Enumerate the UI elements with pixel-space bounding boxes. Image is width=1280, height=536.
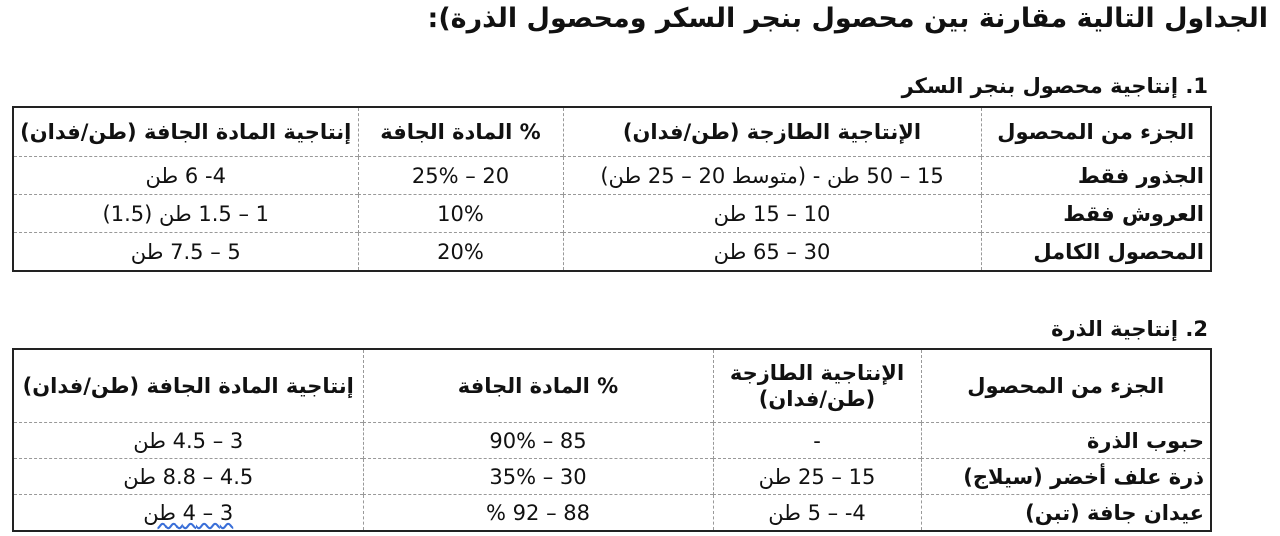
table-cell: 85 – 90% (363, 423, 713, 459)
header-cell: الجزء من المحصول (981, 107, 1211, 157)
table-cell: 20% (358, 233, 563, 272)
row-label: حبوب الذرة (921, 423, 1211, 459)
table-cell: 3 – 4 طن (13, 495, 363, 532)
header-cell: الإنتاجية الطازجة (طن/فدان) (563, 107, 981, 157)
sugar-beet-table (12, 106, 1212, 272)
table-row (13, 495, 1211, 532)
row-label: عيدان جافة (تبن) (921, 495, 1211, 532)
row-label: الجذور فقط (981, 157, 1211, 195)
table-cell: 10 – 15 طن (563, 195, 981, 233)
row-label: المحصول الكامل (981, 233, 1211, 272)
table-cell: 1 – 1.5 طن (1.5) (13, 195, 358, 233)
table-cell: 30 – 35% (363, 459, 713, 495)
row-label: ذرة علف أخضر (سيلاج) (921, 459, 1211, 495)
page-heading: الجداول التالية مقارنة بين محصول بنجر السكر ومحصول الذرة): (427, 3, 1268, 34)
header-cell: الإنتاجية الطازجة (طن/فدان) (713, 349, 921, 423)
table-cell: 4- 6 طن (13, 157, 358, 195)
table-header-row (13, 349, 1211, 423)
header-cell: الجزء من المحصول (921, 349, 1211, 423)
section-title-sugar-beet: 1. إنتاجية محصول بنجر السكر (901, 74, 1208, 98)
table-cell: 20 – 25% (358, 157, 563, 195)
table-cell: 5 – 7.5 طن (13, 233, 358, 272)
table-cell: 15 – 50 طن - (متوسط 20 – 25 طن) (563, 157, 981, 195)
table-row (13, 157, 1211, 195)
table-cell: 88 – 92 % (363, 495, 713, 532)
corn-table (12, 348, 1212, 532)
table-row (13, 233, 1211, 272)
table-cell: 4.5 – 8.8 طن (13, 459, 363, 495)
header-cell: إنتاجية المادة الجافة (طن/فدان) (13, 107, 358, 157)
header-cell: % المادة الجافة (363, 349, 713, 423)
table-cell: 3 – 4.5 طن (13, 423, 363, 459)
header-cell: إنتاجية المادة الجافة (طن/فدان) (13, 349, 363, 423)
table-cell: 30 – 65 طن (563, 233, 981, 272)
header-cell: % المادة الجافة (358, 107, 563, 157)
table-cell: - (713, 423, 921, 459)
table-row (13, 423, 1211, 459)
table-header-row (13, 107, 1211, 157)
table-row (13, 459, 1211, 495)
table-cell: 10% (358, 195, 563, 233)
row-label: العروش فقط (981, 195, 1211, 233)
table-cell: 4- – 5 طن (713, 495, 921, 532)
table-cell: 15 – 25 طن (713, 459, 921, 495)
section-title-corn: 2. إنتاجية الذرة (1051, 317, 1208, 341)
table-row (13, 195, 1211, 233)
